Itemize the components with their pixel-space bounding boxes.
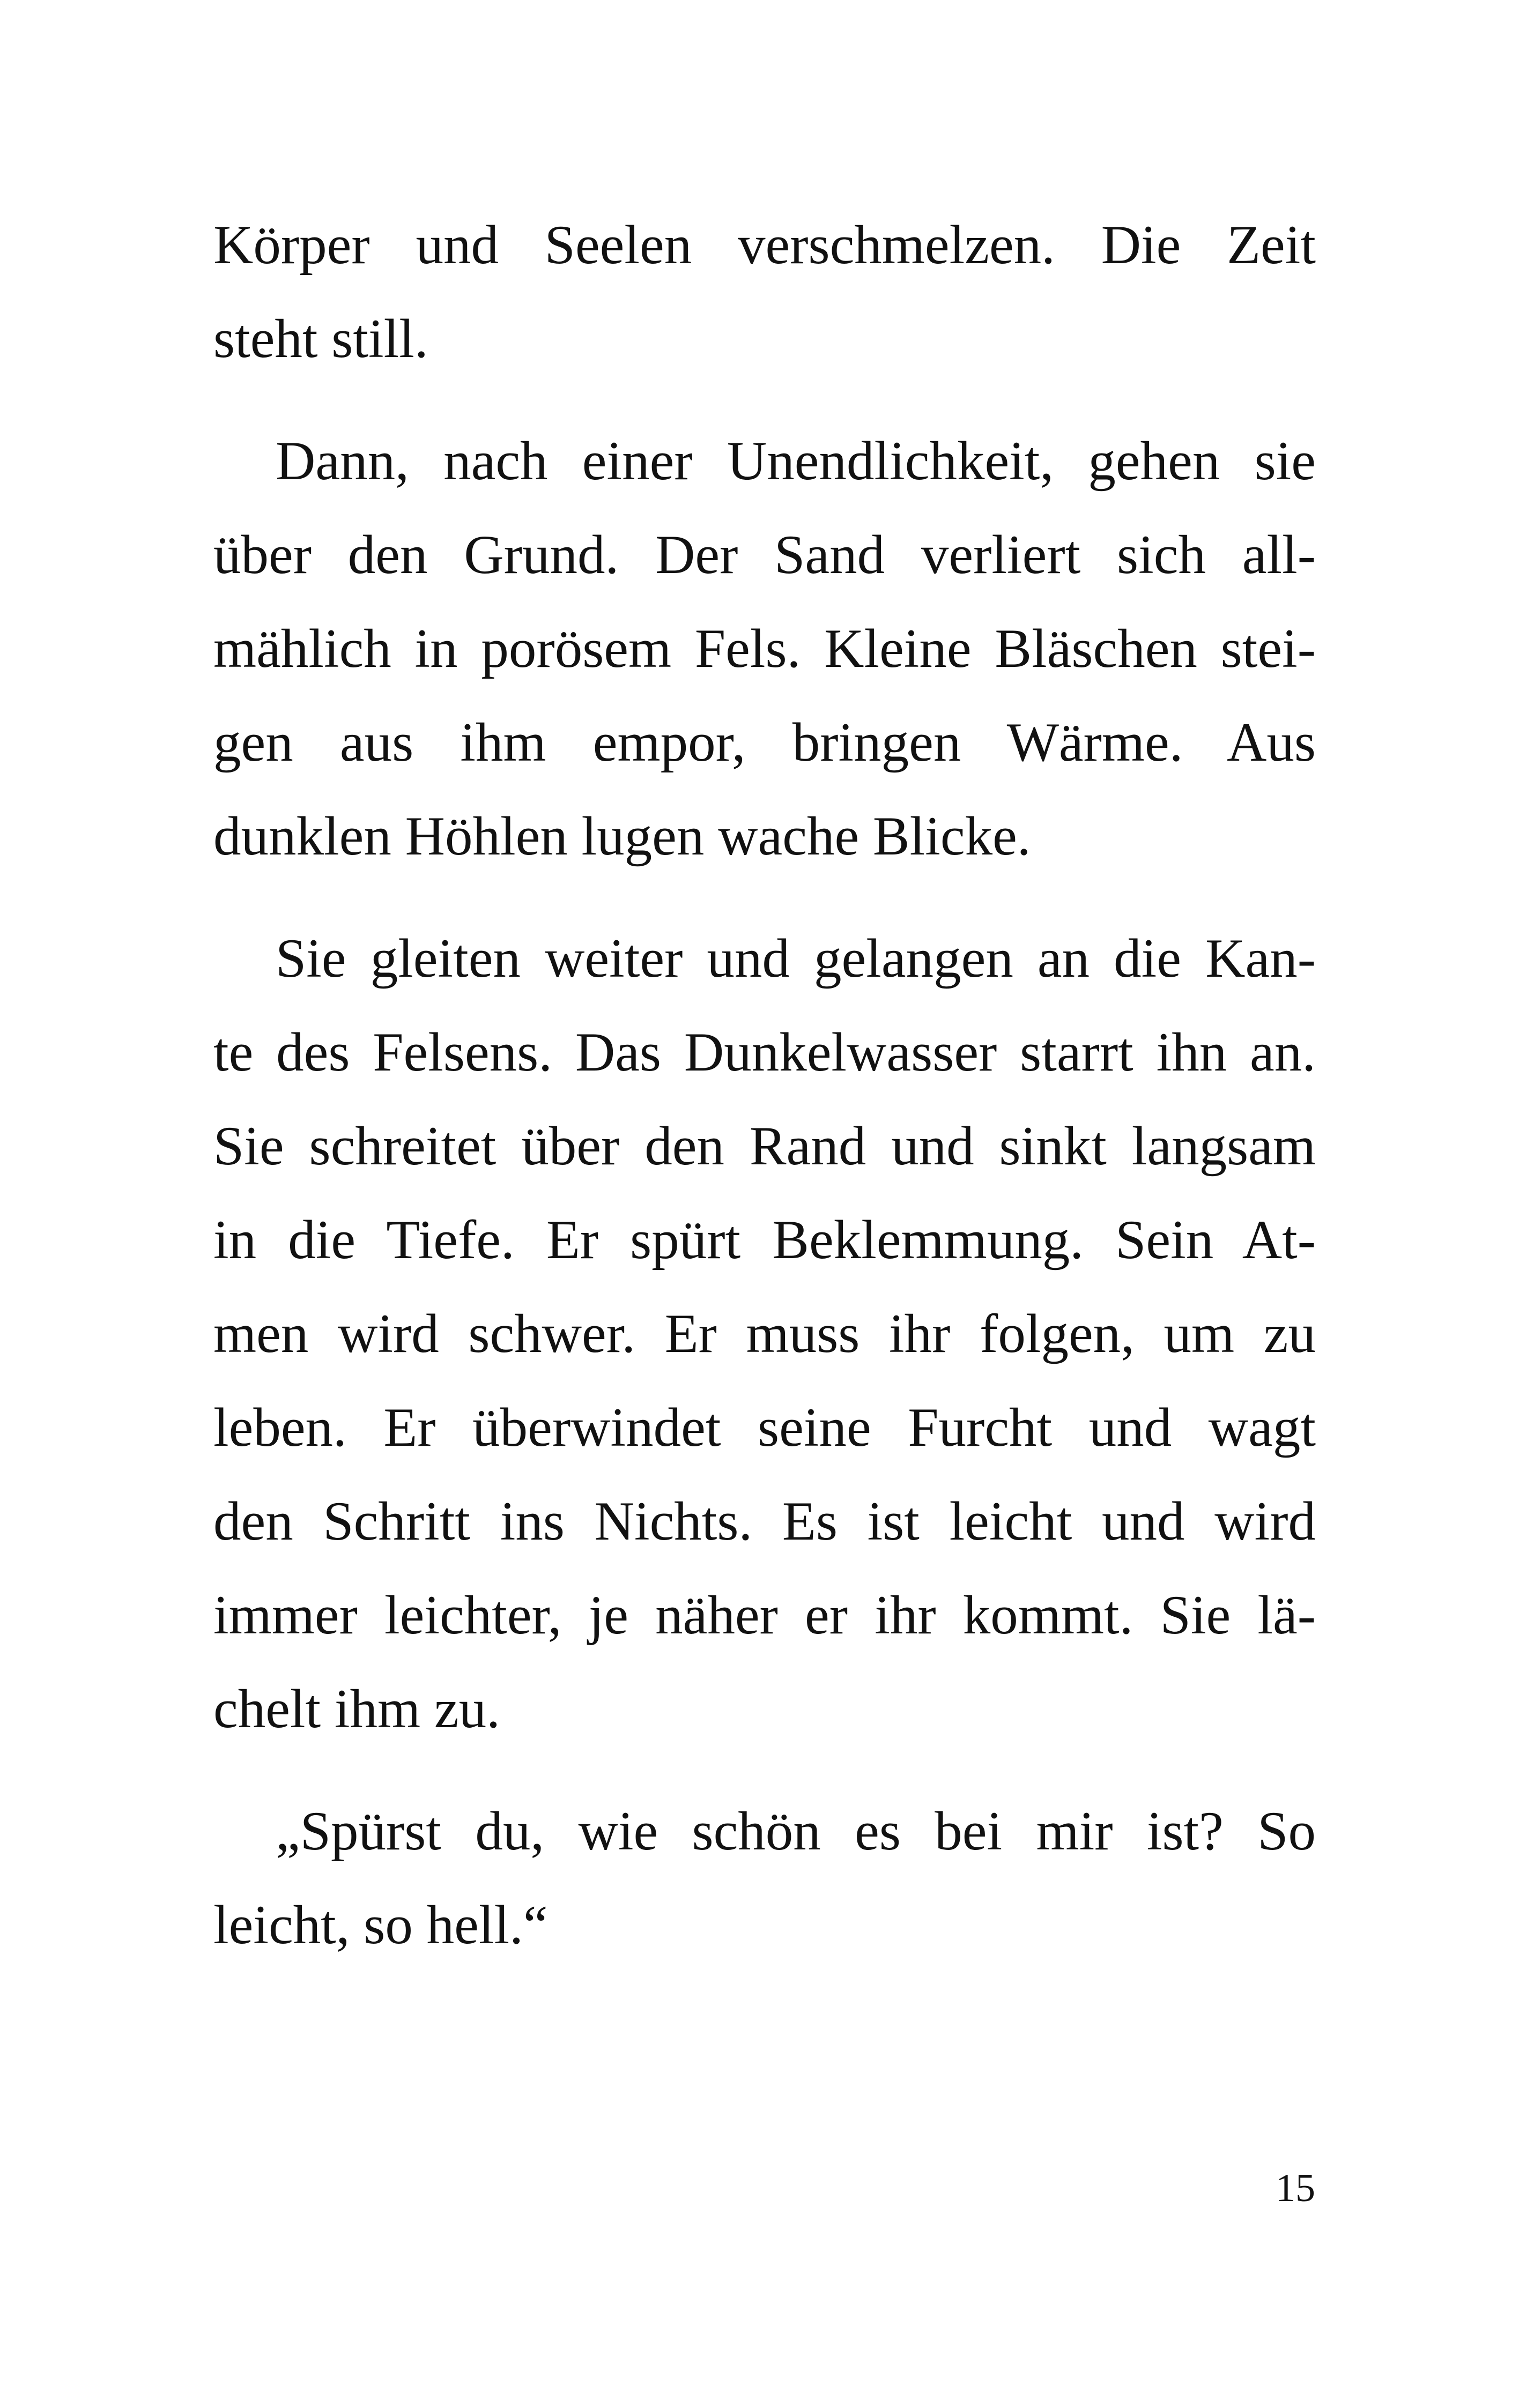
text-line: „Spürst du, wie schön es bei mir ist? So (276, 1801, 1316, 1862)
text-line: te des Felsens. Das Dunkelwasser starrt ihn an. (213, 1022, 1316, 1083)
text-line: in die Tiefe. Er spürt Beklemmung. Sein At- (213, 1209, 1316, 1270)
text-line: über den Grund. Der Sand verliert sich all- (213, 524, 1316, 585)
paragraph-1 (213, 198, 1316, 386)
text-line: chelt ihm zu. (213, 1678, 500, 1740)
text-line: steht still. (213, 308, 428, 369)
text-line: Dann, nach einer Unendlichkeit, gehen sie (276, 430, 1316, 492)
text-line: mählich in porösem Fels. Kleine Bläschen stei- (213, 618, 1316, 679)
text-line: Sie schreitet über den Rand und sinkt langsam (213, 1116, 1316, 1177)
text-line: gen aus ihm empor, bringen Wärme. Aus (213, 712, 1316, 773)
text-line: Körper und Seelen verschmelzen. Die Zeit (213, 214, 1316, 276)
page-number: 15 (1276, 2166, 1315, 2210)
text-line: immer leichter, je näher er ihr kommt. Sie lä- (213, 1585, 1316, 1646)
body-text (213, 198, 1316, 2001)
paragraph-3 (213, 912, 1316, 1756)
paragraph-2 (213, 414, 1316, 883)
text-line: Sie gleiten weiter und gelangen an die Kan- (276, 928, 1316, 989)
text-line: men wird schwer. Er muss ihr folgen, um zu (213, 1303, 1316, 1364)
paragraph-4 (213, 1785, 1316, 1972)
text-line: dunklen Höhlen lugen wache Blicke. (213, 806, 1031, 867)
text-line: leben. Er überwindet seine Furcht und wagt (213, 1397, 1316, 1458)
text-line: leicht, so hell.“ (213, 1894, 548, 1956)
text-line: den Schritt ins Nichts. Es ist leicht und wird (213, 1491, 1316, 1552)
